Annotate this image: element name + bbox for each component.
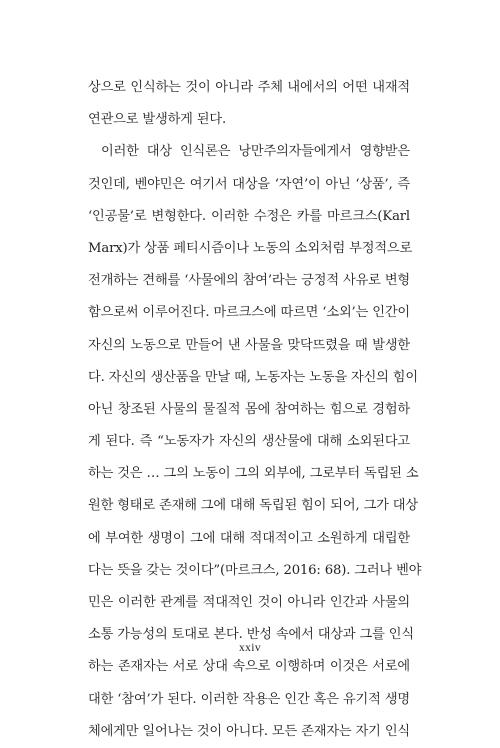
text-line: 하는 것은 … 그의 노동이 그의 외부에, 그로부터 독립된 소: [88, 466, 419, 482]
text-line: 이러한 대상 인식론은 낭만주의자들에게서 영향받은: [101, 144, 410, 160]
text-line: 대한 ‘참여’가 된다. 이러한 작용은 인간 혹은 유기적 생명: [88, 691, 410, 707]
page-number: xxiv: [238, 642, 262, 654]
text-line: 에 부여한 생명이 그에 대해 적대적이고 소원하게 대립한: [88, 530, 410, 546]
text-line: 것인데, 벤야민은 여기서 대상을 ‘자연’이 아닌 ‘상품’, 즉: [88, 176, 410, 192]
text-line: 게 된다. 즉 “노동자가 자신의 생산물에 대해 소외된다고: [88, 434, 410, 450]
text-line: 원한 형태로 존재해 그에 대해 독립된 힘이 되어, 그가 대상: [88, 498, 418, 514]
text-line: 체에게만 일어나는 것이 아니다. 모든 존재자는 자기 인식: [88, 723, 410, 739]
text-line: 다는 뜻을 갖는 것이다”(마르크스, 2016: 68). 그러나 벤야: [88, 562, 422, 578]
text-line: 함으로써 이루어진다. 마르크스에 따르면 ‘소외’는 인간이: [88, 305, 410, 321]
paragraph-continued: [88, 72, 410, 136]
text-line: 소통 가능성의 토대로 본다. 반성 속에서 대상과 그를 인식: [88, 627, 414, 643]
paragraph: [88, 136, 422, 748]
text-line: ‘인공물’로 변형한다. 이러한 수정은 카를 마르크스(Karl: [88, 208, 410, 224]
text-line: 다. 자신의 생산품을 만날 때, 노동자는 노동을 자신의 힘이: [88, 369, 418, 385]
text-line: 자신의 노동으로 만들어 낸 사물을 맞닥뜨렸을 때 발생한: [88, 337, 410, 353]
text-line: 하는 존재자는 서로 상대 속으로 이행하며 이것은 서로에: [88, 659, 410, 675]
text-line: 민은 이러한 관계를 적대적인 것이 아니라 인간과 사물의: [88, 595, 410, 610]
text-line: Marx)가 상품 페티시즘이나 노동의 소외처럼 부정적으로: [88, 240, 413, 256]
text-line: 전개하는 견해를 ‘사물에의 참여’라는 긍정적 사유로 변형: [88, 273, 410, 289]
text-line: 아닌 창조된 사물의 물질적 몸에 참여하는 힘으로 경험하: [88, 401, 410, 417]
text-line: 연관으로 발생하게 된다.: [88, 112, 227, 128]
text-line: 상으로 인식하는 것이 아니라 주체 내에서의 어떤 내재적: [88, 80, 410, 95]
